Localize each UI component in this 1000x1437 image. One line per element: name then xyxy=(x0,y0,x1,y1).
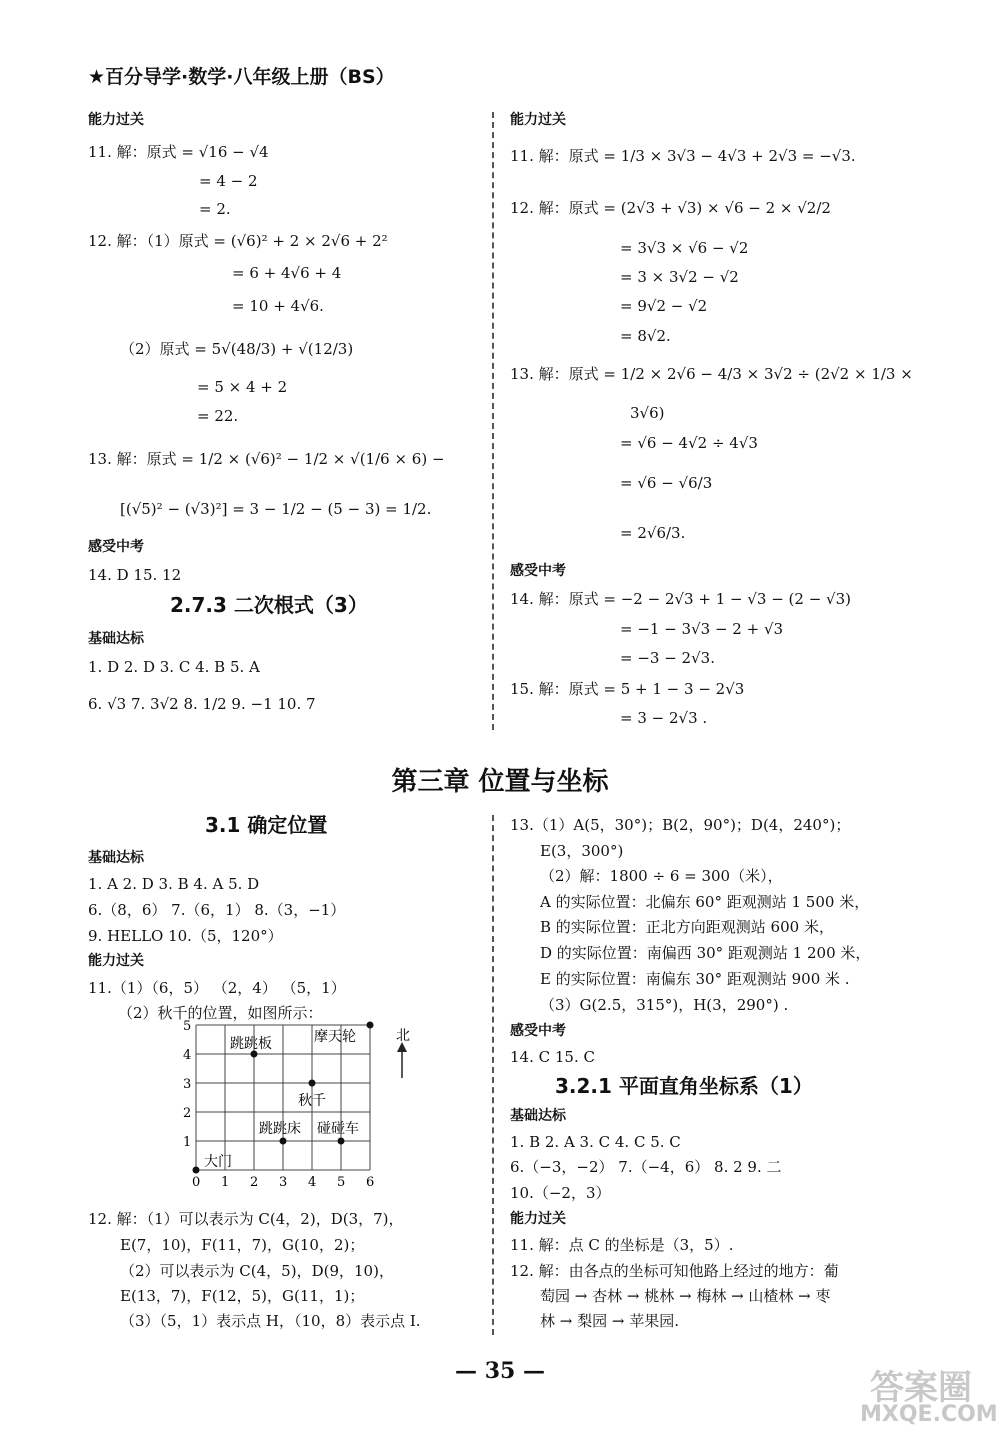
place-point xyxy=(338,1138,345,1145)
subsection-heading: 基础达标 xyxy=(88,631,144,647)
place-label: 摩天轮 xyxy=(314,1029,356,1045)
x-tick-label: 3 xyxy=(279,1175,288,1190)
answer-line: （3）G(2.5，315°)，H(3，290°) . xyxy=(540,996,789,1014)
answer-line: （2）解：1800 ÷ 6 = 300（米）， xyxy=(540,867,783,885)
watermark-logo: 答案圈 xyxy=(870,1368,972,1408)
subsection-heading: 基础达标 xyxy=(510,1108,566,1124)
place-label: 跳跳板 xyxy=(230,1036,272,1052)
answer-line: （3）（5，1）表示点 H，（10，8）表示点 I. xyxy=(120,1312,421,1330)
answer-line: 13.（1）A(5，30°)；B(2，90°)；D(4，240°)； xyxy=(510,816,851,834)
answer-line: 11.（1）（6，5） （2，4） （5，1） xyxy=(88,979,346,997)
subsection-heading: 能力过关 xyxy=(88,112,144,128)
answer-line: 6. √3 7. 3√2 8. 1/2 9. −1 10. 7 xyxy=(88,695,316,713)
answer-line: 1. B 2. A 3. C 4. C 5. C xyxy=(510,1133,681,1151)
y-tick-label: 1 xyxy=(183,1135,192,1150)
place-point xyxy=(309,1080,316,1087)
answer-line: = 3 − 2√3 . xyxy=(620,709,708,727)
x-tick-label: 6 xyxy=(366,1175,375,1190)
answer-line: 1. A 2. D 3. B 4. A 5. D xyxy=(88,875,260,893)
place-label: 跳跳床 xyxy=(259,1121,301,1137)
answer-line: 1. D 2. D 3. C 4. B 5. A xyxy=(88,658,260,676)
place-point xyxy=(280,1138,287,1145)
answer-line: = 22. xyxy=(197,407,239,425)
answer-line: 6.（−3，−2） 7.（−4，6） 8. 2 9. 二 xyxy=(510,1158,782,1176)
playground-coordinate-grid xyxy=(180,1019,430,1208)
answer-line: = 5 × 4 + 2 xyxy=(197,378,288,396)
subsection-heading: 感受中考 xyxy=(510,1023,566,1039)
answer-line: A 的实际位置：北偏东 60° 距观测站 1 500 米， xyxy=(540,893,870,911)
section-title: 3.2.1 平面直角坐标系（1） xyxy=(555,1074,813,1098)
answer-line: 6.（8，6） 7.（6，1） 8.（3，−1） xyxy=(88,901,346,919)
answer-line: 13. 解：原式 = 1/2 × 2√6 − 4/3 × 3√2 ÷ (2√2 × 1/3 × xyxy=(510,365,913,383)
answer-line: = 9√2 − √2 xyxy=(620,297,708,315)
x-tick-label: 0 xyxy=(192,1175,201,1190)
answer-line: E(3，300°) xyxy=(540,842,624,860)
answer-line: （2）秋千的位置，如图所示： xyxy=(118,1004,323,1022)
answer-line: 10.（−2，3） xyxy=(510,1184,611,1202)
column-divider-bottom xyxy=(492,815,494,1335)
answer-line: （2）可以表示为 C(4，5)，D(9，10)， xyxy=(120,1262,394,1280)
subsection-heading: 能力过关 xyxy=(510,1211,566,1227)
answer-line: 14. 解：原式 = −2 − 2√3 + 1 − √3 − (2 − √3) xyxy=(510,590,852,608)
column-divider-top xyxy=(492,112,494,730)
answer-line: 13. 解：原式 = 1/2 × (√6)² − 1/2 × √(1/6 × 6) − xyxy=(88,450,445,468)
answer-line: = −3 − 2√3. xyxy=(620,649,715,667)
answer-line: 林 → 梨园 → 苹果园. xyxy=(540,1312,679,1330)
answer-line: 11. 解：点 C 的坐标是（3，5）. xyxy=(510,1236,734,1254)
answer-line: 14. D 15. 12 xyxy=(88,566,182,584)
book-title: ★百分导学·数学·八年级上册（BS） xyxy=(88,66,395,88)
answer-line: = 3√3 × √6 − √2 xyxy=(620,239,749,257)
place-label: 碰碰车 xyxy=(317,1121,359,1137)
subsection-heading: 基础达标 xyxy=(88,850,144,866)
x-tick-label: 4 xyxy=(308,1175,317,1190)
x-tick-label: 5 xyxy=(337,1175,346,1190)
answer-line: 3√6) xyxy=(630,404,665,422)
answer-line: D 的实际位置：南偏西 30° 距观测站 1 200 米， xyxy=(540,944,871,962)
answer-line: = 2. xyxy=(199,200,231,218)
answer-line: = √6 − 4√2 ÷ 4√3 xyxy=(620,434,758,452)
subsection-heading: 感受中考 xyxy=(510,563,566,579)
answer-line: = −1 − 3√3 − 2 + √3 xyxy=(620,620,784,638)
answer-line: = 10 + 4√6. xyxy=(232,297,324,315)
answer-line: 15. 解：原式 = 5 + 1 − 3 − 2√3 xyxy=(510,680,745,698)
answer-line: 萄园 → 杏林 → 桃林 → 梅林 → 山楂林 → 枣 xyxy=(540,1287,831,1305)
y-tick-label: 3 xyxy=(183,1077,192,1092)
watermark-url: MXQE.COM xyxy=(860,1402,998,1427)
answer-line: = 4 − 2 xyxy=(199,172,258,190)
x-tick-label: 2 xyxy=(250,1175,259,1190)
place-point xyxy=(193,1167,200,1174)
answer-line: = √6 − √6/3 xyxy=(620,474,713,492)
subsection-heading: 感受中考 xyxy=(88,539,144,555)
answer-line: = 2√6/3. xyxy=(620,524,686,542)
answer-line: = 6 + 4√6 + 4 xyxy=(232,264,342,282)
answer-line: = 8√2. xyxy=(620,327,671,345)
answer-line: E 的实际位置：南偏东 30° 距观测站 900 米 . xyxy=(540,970,850,988)
y-tick-label: 4 xyxy=(183,1048,192,1063)
answer-line: 12. 解：原式 = (2√3 + √3) × √6 − 2 × √2/2 xyxy=(510,199,831,217)
place-label: 大门 xyxy=(204,1154,232,1170)
chapter-title: 第三章 位置与坐标 xyxy=(391,767,609,797)
answer-line: 11. 解：原式 = 1/3 × 3√3 − 4√3 + 2√3 = −√3. xyxy=(510,147,856,165)
answer-line: 9. HELLO 10.（5，120°） xyxy=(88,927,283,945)
answer-line: 12. 解：由各点的坐标可知他路上经过的地方：葡 xyxy=(510,1262,839,1280)
answer-line: 11. 解：原式 = √16 − √4 xyxy=(88,143,269,161)
page-number: — 35 — xyxy=(455,1358,545,1384)
answer-line: （2）原式 = 5√(48/3) + √(12/3) xyxy=(120,340,354,358)
section-title: 3.1 确定位置 xyxy=(205,813,328,837)
answer-line: 12. 解：（1）可以表示为 C(4，2)，D(3，7)， xyxy=(88,1210,404,1228)
place-point xyxy=(367,1022,374,1029)
subsection-heading: 能力过关 xyxy=(88,953,144,969)
subsection-heading: 能力过关 xyxy=(510,112,566,128)
answer-line: E(13，7)，F(12，5)，G(11，1)； xyxy=(120,1287,365,1305)
north-label: 北 xyxy=(396,1028,410,1044)
answer-line: [(√5)² − (√3)²] = 3 − 1/2 − (5 − 3) = 1/2. xyxy=(120,500,432,518)
place-label: 秋千 xyxy=(298,1093,326,1109)
section-title: 2.7.3 二次根式（3） xyxy=(170,593,368,617)
answer-line: = 3 × 3√2 − √2 xyxy=(620,268,739,286)
y-tick-label: 5 xyxy=(183,1019,192,1034)
answer-line: 14. C 15. C xyxy=(510,1048,595,1066)
answer-line: 12. 解：（1）原式 = (√6)² + 2 × 2√6 + 2² xyxy=(88,232,388,250)
answer-line: E(7，10)，F(11，7)，G(10，2)； xyxy=(120,1236,365,1254)
x-tick-label: 1 xyxy=(221,1175,230,1190)
y-tick-label: 2 xyxy=(183,1106,192,1121)
answer-line: B 的实际位置：正北方向距观测站 600 米， xyxy=(540,918,834,936)
